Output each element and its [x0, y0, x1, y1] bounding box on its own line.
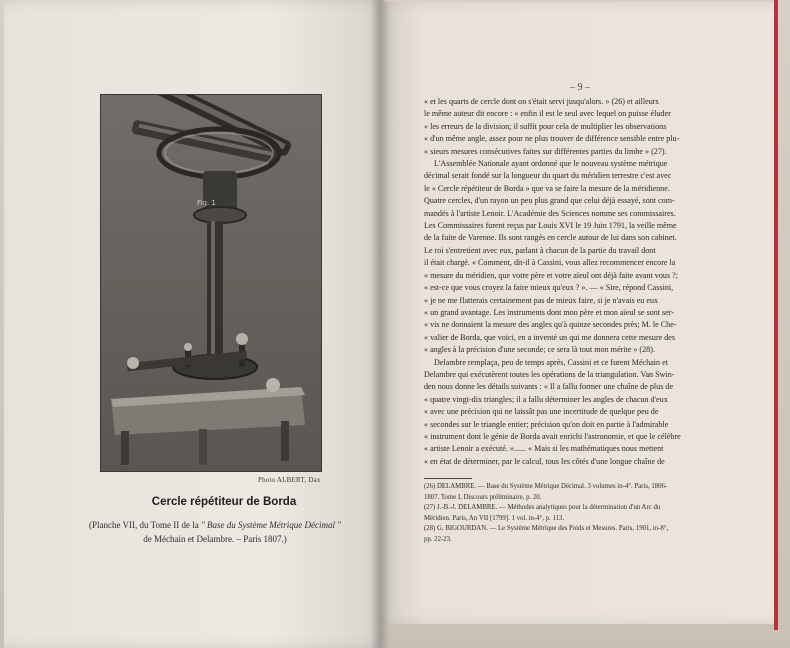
footnote-line: pp. 22-23. — [424, 535, 452, 543]
body-line: « artiste Lenoir a exécuté. »...... « Mais si les mathématiques nous mettent — [424, 444, 664, 454]
footnote-line: Méridien. Paris, An VII [1799]. 1 vol. in-4°, p. 113. — [424, 514, 565, 522]
body-line: « instrument dont le génie de Borda avait enrichi l'astronomie, et que le célèbre — [424, 431, 681, 441]
body-line: mandés à l'artiste Lenoir. L'Académie des Sciences nomme ses commissaires. — [424, 208, 676, 218]
body-line: le même auteur dit encore : « enfin il est le seul avec lequel on puisse éluder — [424, 109, 671, 119]
body-line: « en état de déterminer, par le calcul, tous les côtés d'une longue chaîne de — [424, 456, 665, 466]
body-line: « secondes sur le triangle entier; précision qu'on doit en partie à l'admirable — [424, 419, 669, 429]
footnote-rule — [424, 478, 472, 479]
body-line: « les erreurs de la division; il suffit pour cela de multiplier les observations — [424, 121, 667, 131]
photo-credit: Photo ALBERT, Dax — [258, 476, 321, 484]
repeating-circle-illustration — [101, 95, 321, 471]
body-line: de la fuite de Varenne. Ils sont rangés en cercle autour de lui dans son cabinet. — [424, 233, 677, 243]
body-line: Quatre cercles, d'un rayon un peu plus grand que celui déjà essayé, sont com- — [424, 196, 675, 206]
footnotes — [424, 482, 734, 546]
body-line: le « Cercle répétiteur de Borda » que va se faire la mesure de la méridienne. — [424, 183, 670, 193]
body-line: « angles à la précision d'une seconde; ce sera là tout mon mérite » (28). — [424, 345, 655, 355]
plate-title: Cercle répétiteur de Borda — [151, 496, 297, 508]
body-line: « valier de Borda, que voici, en a inventé un qui me donnera cette mesure des — [424, 332, 676, 342]
plate-engraving — [100, 94, 322, 472]
body-text — [424, 96, 734, 468]
body-line: « est-ce que vous croyez la faire mieux qu'eux ? ». — « Sire, répond Cassini, — [424, 283, 674, 293]
body-line: « un grand avantage. Les instruments dont mon père et mon aïeul se sont ser- — [424, 307, 675, 317]
book-spine — [370, 0, 390, 648]
body-line: il était chargé. « Comment, dit-il à Cassini, vous allez recommencer encore la — [424, 258, 676, 268]
footnote-line: (28) G. BIGOURDAN. — Le Système Métrique des Poids et Mesures. Paris, 1901, in-8°, — [424, 525, 669, 533]
body-line: den nous donne les détails suivants : « Il a fallu former une chaîne de plus de — [424, 382, 674, 392]
body-line: L'Assemblée Nationale ayant ordonné que le nouveau système métrique — [434, 159, 668, 169]
plate-caption — [60, 518, 370, 546]
body-line: Delambre qui exécutèrent toutes les opérations de la triangulation. Van Swin- — [424, 369, 675, 379]
right-page — [380, 2, 776, 624]
body-line: « vis ne donnaient la mesure des angles qu'à quinze secondes près; M. le Che- — [424, 320, 677, 330]
body-line: décimal serait fondé sur la longueur du quart du méridien terrestre c'est avec — [424, 171, 672, 181]
body-line: Les Commissaires furent reçus par Louis XVI le 19 Juin 1791, la veille même — [424, 221, 677, 231]
body-line: Delambre remplaça, peu de temps après, Cassini et ce furent Méchain et — [434, 357, 668, 367]
footnote-line: (27) J.-B.-J. DELAMBRE. — Méthodes analytiques pour la détermination d'un Arc du — [424, 504, 661, 512]
footnote-line: (26) DELAMBRE. — Base du Système Métrique Décimal. 3 volumes in-4°. Paris, 1806- — [424, 483, 668, 490]
red-cover-edge — [774, 0, 778, 630]
figure-label: Fig. 1 — [197, 199, 216, 207]
footnote-line: 1807. Tome I, Discours préliminaire, p. 20. — [424, 493, 542, 501]
caption-work-title: " Base du Système Métrique Décimal " — [200, 520, 342, 530]
body-line: Le roi s'entretient avec eux, parlant à chacun de la partie du travail dont — [424, 245, 656, 255]
body-line: « d'un même angle, assez pour ne plus trouver de différence sensible entre plu- — [424, 134, 680, 144]
body-line: « sieurs mesures consécutives faites sur différentes parties du limbe » (27). — [424, 146, 667, 156]
page-number: – 9 – — [570, 82, 590, 93]
body-line: « quatre vingt-dix triangles; il a fallu déterminer les angles de chacun d'eux — [424, 394, 668, 404]
caption-prefix: (Planche VII, du Tome II de la — [88, 520, 199, 530]
left-page — [4, 0, 384, 648]
body-line: « avec une précision qui ne laissât pas une incertitude de quelque peu de — [424, 407, 659, 417]
body-line: « je ne me flatterais certainement pas de mieux faire, si je n'avais eu eux — [424, 295, 659, 305]
body-line: « mesure du méridien, que votre père et votre aïeul ont déjà faite avant vous ?; — [424, 270, 678, 280]
caption-authors: de Méchain et Delambre. – Paris 1807.) — [143, 534, 287, 544]
body-line: « et les quarts de cercle dont on s'était servi jusqu'alors. » (26) et ailleurs — [424, 97, 659, 106]
